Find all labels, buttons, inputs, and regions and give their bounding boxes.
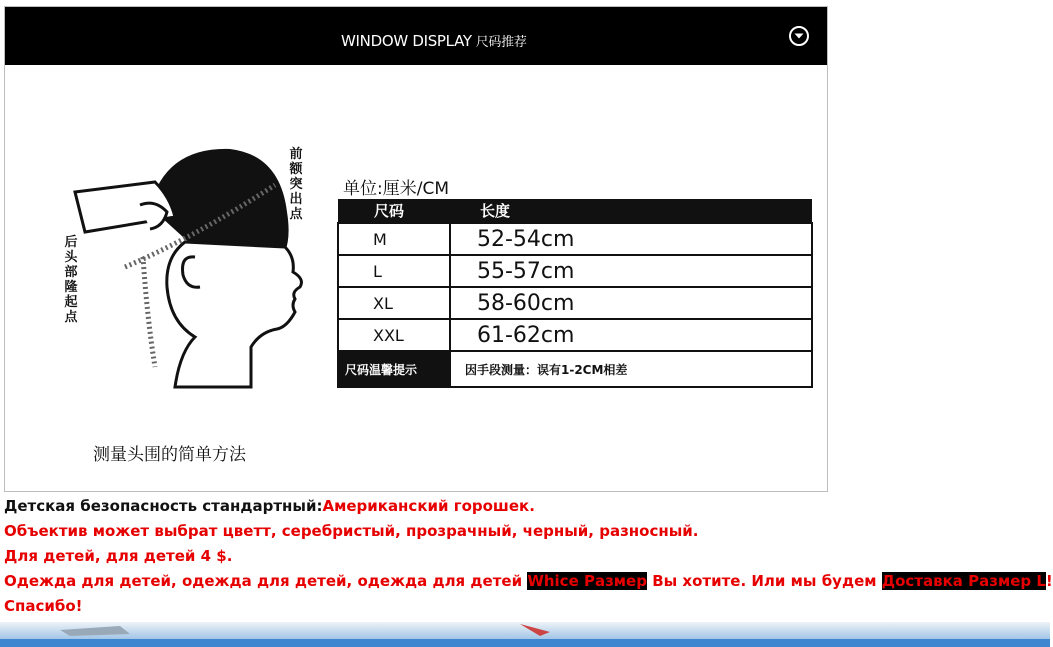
panel-header (5, 7, 827, 65)
header-length: 长度 (450, 199, 812, 223)
size-tip-row (338, 351, 812, 387)
size-cell: L (338, 255, 450, 287)
table-row (338, 255, 812, 287)
next-image-preview (0, 622, 1050, 647)
table-row (338, 287, 812, 319)
panel-title-en: WINDOW DISPLAY (341, 32, 472, 50)
size-table (337, 199, 813, 388)
safety-standard-value: Американский горошек. (322, 497, 535, 515)
size-cell: M (338, 223, 450, 255)
panel-title-cn: 尺码推荐 (475, 35, 527, 50)
size-cell: XXL (338, 319, 450, 351)
head-measurement-illustration (55, 137, 325, 417)
description-line-2: Объектив может выбрат цветт, серебристый, прозрачный, черный, разносный. (4, 522, 699, 540)
length-cell: 52-54cm (450, 223, 812, 255)
front-point-label: 前额突出点 (289, 147, 303, 222)
highlight-size-choice: Whice Размер (527, 572, 647, 590)
length-cell: 55-57cm (450, 255, 812, 287)
description-line-5: Спасибо! (4, 597, 83, 615)
product-description (4, 494, 1053, 619)
length-cell: 61-62cm (450, 319, 812, 351)
description-line-1 (4, 494, 1044, 519)
chevron-down-circle-icon[interactable] (788, 25, 810, 47)
size-chart-panel (4, 6, 828, 492)
size-tip-text: 因手段测量：误有1-2CM相差 (450, 351, 812, 387)
table-row (338, 319, 812, 351)
highlight-default-size: Доставка Размер L (881, 572, 1046, 590)
safety-standard-label: Детская безопасность стандартный: (4, 497, 323, 515)
description-line-4 (4, 569, 1053, 594)
line4-part1: Одежда для детей, одежда для детей, одежда для детей (4, 572, 528, 590)
size-tip-label: 尺码温馨提示 (338, 351, 450, 387)
line4-part2: Вы хотите. Или мы будем (646, 572, 882, 590)
back-point-label: 后头部隆起点 (64, 235, 78, 325)
line4-part3: ! (1045, 572, 1053, 590)
table-row (338, 223, 812, 255)
size-cell: XL (338, 287, 450, 319)
size-table-header-row (338, 199, 812, 223)
length-cell: 58-60cm (450, 287, 812, 319)
panel-title (341, 31, 527, 50)
description-line-3: Для детей, для детей 4 $. (4, 547, 233, 565)
illustration-caption: 测量头围的简单方法 (93, 445, 246, 465)
unit-label: 单位:厘米/CM (343, 179, 449, 199)
header-size: 尺码 (338, 199, 450, 223)
